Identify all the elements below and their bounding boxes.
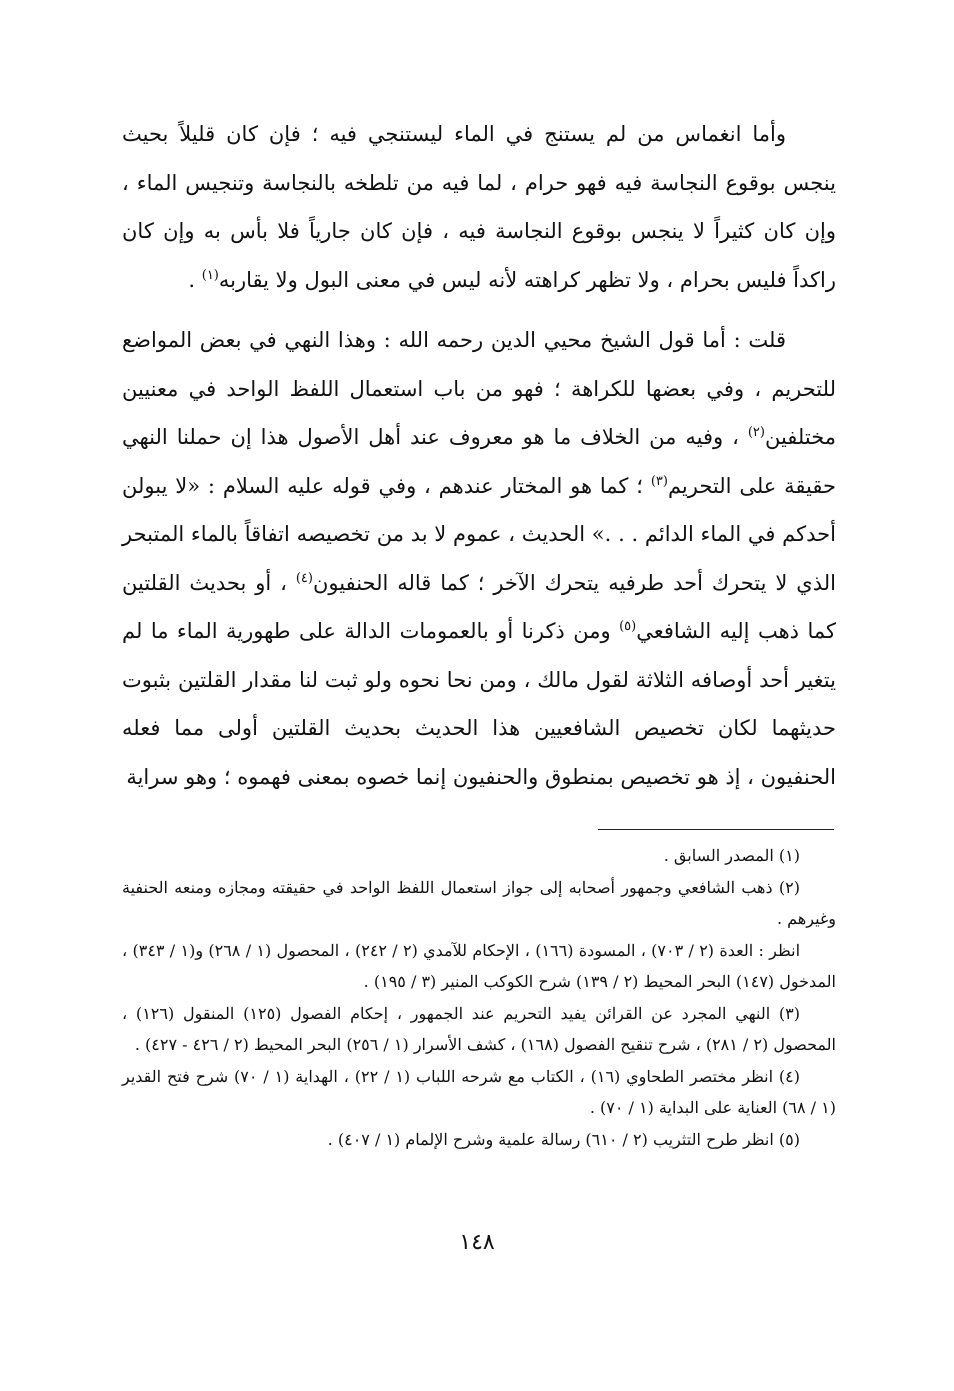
paragraph-2-part-d: ، أو بحديث القلتين كما ذهب إليه الشافعي <box>122 570 836 643</box>
footnote-ref-1: (١) <box>201 267 219 283</box>
footnote-ref-5: (٥) <box>619 619 637 634</box>
footnote-2: (٢) ذهب الشافعي وجمهور أصحابه إلى جواز استعمال اللفظ الواحد في حقيقته ومجازه ومنعه الحنفية وغيرهم . <box>122 877 836 928</box>
paragraph-1-end: . <box>188 267 202 292</box>
page-number: ١٤٨ <box>459 1230 495 1255</box>
footnote-1: (١) المصدر السابق . <box>663 846 800 865</box>
footnotes <box>122 840 836 1155</box>
footnote-5: (٥) انظر طرح التثريب (٢ / ٦١٠) رسالة علمية وشرح الإلمام (١ / ٤٠٧) . <box>327 1129 800 1149</box>
footnote-3: (٣) النهي المجرد عن القرائن يفيد التحريم عند الجمهور ، إحكام الفصول (١٢٥) المنقول (١٢٦) ، المحصول (٢ / ٢٨١) ، شرح تنقيح الفصول (١٦٨) ، كشف الأسرار (١ / ٢٥٦) البحر المحيط (٢ / ٤٢٦ - ٤٢٧) . <box>122 1003 836 1054</box>
paragraph-2 <box>122 316 836 801</box>
footnote-ref-2: (٢) <box>747 425 765 440</box>
paragraph-1-text: وأما انغماس من لم يستنج في الماء ليستنجي فيه ؛ فإن كان قليلاً بحيث ينجس بوقوع النجاسة فيه فهو حرام ، لما فيه من تلطخه بالنجاسة وتنجيس الماء ، وإن كان كثيراً لا ينجس بوقوع النجاسة فيه ، فإن كان جارياً فلا بأس به وإن كان راكداً فليس بحرام ، ولا تظهر كراهته لأنه ليس في معنى البول ولا يقاربه <box>122 122 836 292</box>
footnote-2-references: انظر : العدة (٢ / ٧٠٣) ، المسودة (١٦٦) ، الإحكام للآمدي (٢ / ٢٤٢) ، المحصول (١ / ٢٦٨) و(١ / ٣٤٣) ، المدخول (١٤٧) البحر المحيط (٢ / ١٣٩) شرح الكوكب المنير (٣ / ١٩٥) . <box>122 940 836 991</box>
paragraph-2-part-c: ؛ كما هو المختار عندهم ، وفي قوله عليه السلام : «لا يبولن أحدكم في الماء الدائم . . .» الحديث ، عموم لا بد من تخصيصه اتفاقاً بالماء المتبحر الذي لا يتحرك أحد طرفيه يتحرك الآخر ؛ كما قاله الحنفيون <box>122 473 836 595</box>
main-text <box>122 110 836 801</box>
paragraph-2-part-a: قلت : أما قول الشيخ محيي الدين رحمه الله : وهذا النهي في بعض المواضع للتحريم ، وفي بعضها للكراهة ؛ فهو من باب استعمال اللفظ الواحد في معنيين مختلفين <box>122 328 836 449</box>
footnote-separator <box>598 829 834 830</box>
paragraph-1 <box>122 110 836 304</box>
footnote-4: (٤) انظر مختصر الطحاوي (١٦) ، الكتاب مع شرحه اللباب (١ / ٢٢) ، الهداية (١ / ٧٠) شرح فتح القدير (١ / ٦٨) العناية على البداية (١ / ٧٠) . <box>122 1066 836 1117</box>
footnote-ref-3: (٣) <box>650 473 668 489</box>
footnote-ref-4: (٤) <box>295 570 313 586</box>
paragraph-2-part-e: ومن ذكرنا أو بالعمومات الدالة على طهورية الماء ما لم يتغير أحد أوصافه الثلاثة لقول مالك ، ومن نحا نحوه ولو ثبت لنا مقدار القلتين بثبوت حديثهما لكان تخصيص الشافعيين هذا الحديث بحديث القلتين أولى مما فعله الحنفيون ، إذ هو تخصيص بمنطوق والحنفيون إنما خصوه بمعنى فهموه ؛ وهو سراية <box>122 619 836 789</box>
paragraph-2-part-b: ، وفيه من الخلاف ما هو معروف عند أهل الأصول هذا إن حملنا النهي حقيقة على التحريم <box>122 425 836 498</box>
